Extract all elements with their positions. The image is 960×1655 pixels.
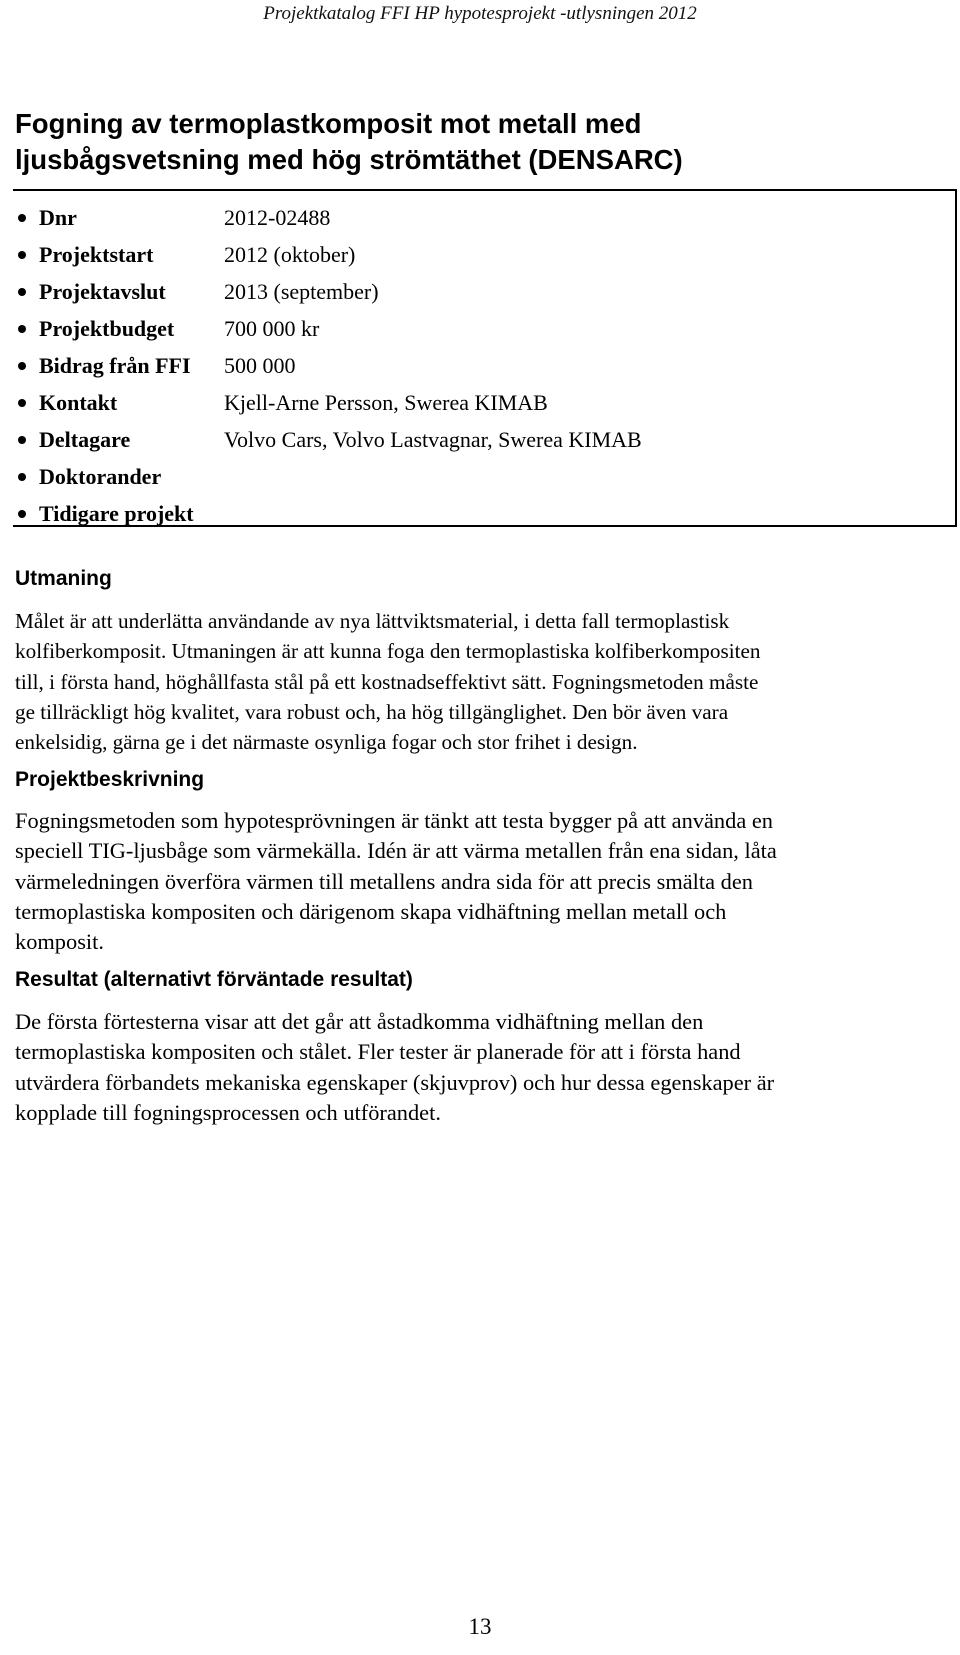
title-line: ljusbågsvetsning med hög strömtäthet (DENSARC): [15, 144, 683, 175]
paragraph-utmaning: [15, 606, 945, 757]
fact-label: Projektbudget: [39, 316, 175, 341]
fact-label: Projektavslut: [39, 279, 166, 304]
text-line: utvärdera förbandets mekaniska egenskaper (skjuvprov) och hur dessa egenskaper är: [15, 1069, 775, 1095]
text-line: speciell TIG-ljusbåge som värmekälla. Idén är att värma metallen från ena sidan, låta: [15, 838, 777, 864]
fact-value: Volvo Cars, Volvo Lastvagnar, Swerea KIMAB: [224, 427, 642, 452]
project-facts-box: [13, 189, 957, 527]
text-line: enkelsidig, gärna ge i det närmaste osynliga fogar och stor frihet i design.: [15, 730, 638, 755]
fact-value: 2012 (oktober): [224, 242, 356, 267]
fact-value: 2013 (september): [224, 279, 379, 304]
text-line: till, i första hand, höghållfasta stål på ett kostnadseffektivt sätt. Fogningsmetoden måste: [15, 669, 759, 694]
bullet-icon: [18, 362, 26, 370]
text-line: kolfiberkomposit. Utmaningen är att kunna foga den termoplastiska kolfiberkompositen: [15, 639, 761, 664]
bullet-icon: [18, 325, 26, 333]
text-line: termoplastiska kompositen och stålet. Fler tester är planerade för att i första hand: [15, 1039, 741, 1065]
document-title: [15, 106, 935, 178]
fact-label: Bidrag från FFI: [39, 353, 191, 378]
fact-label: Deltagare: [39, 427, 131, 452]
text-line: ge tillräckligt hög kvalitet, vara robust och, ha hög tillgänglighet. Den bör även vara: [15, 699, 729, 724]
section-heading-utmaning: Utmaning: [15, 567, 112, 590]
page-number: 13: [468, 1614, 492, 1639]
bullet-icon: [18, 473, 26, 481]
fact-value: 500 000: [224, 353, 296, 378]
bullet-icon: [18, 510, 26, 518]
fact-label: Dnr: [39, 205, 77, 230]
text-line: Målet är att underlätta användande av nya lättviktsmaterial, i detta fall termoplastisk: [15, 609, 730, 633]
bullet-icon: [18, 214, 26, 222]
bullet-icon: [18, 251, 26, 259]
paragraph-projektbeskrivning: [15, 806, 945, 957]
running-header: Projektkatalog FFI HP hypotesprojekt -utlysningen 2012: [263, 3, 697, 24]
fact-label: Projektstart: [39, 242, 154, 267]
fact-value: 700 000 kr: [224, 316, 320, 341]
fact-label: Doktorander: [39, 464, 162, 489]
text-line: värmeledningen överföra värmen till metallens andra sida för att precis smälta den: [15, 868, 753, 894]
text-line: komposit.: [15, 929, 104, 955]
bullet-icon: [18, 436, 26, 444]
fact-value: 2012-02488: [224, 205, 331, 230]
text-line: termoplastiska kompositen och därigenom skapa vidhäftning mellan metall och: [15, 898, 727, 924]
paragraph-resultat: [15, 1007, 945, 1128]
text-line: De första förtesterna visar att det går att åstadkomma vidhäftning mellan den: [15, 1009, 704, 1034]
fact-label: Tidigare projekt: [39, 501, 194, 526]
section-heading-projektbeskrivning: Projektbeskrivning: [15, 768, 205, 791]
title-line: Fogning av termoplastkomposit mot metall med: [15, 108, 642, 139]
text-line: Fogningsmetoden som hypotesprövningen är tänkt att testa bygger på att använda en: [15, 808, 773, 833]
fact-value: Kjell-Arne Persson, Swerea KIMAB: [224, 390, 548, 415]
section-heading-resultat: Resultat (alternativt förväntade resultat): [15, 968, 413, 991]
bullet-icon: [18, 399, 26, 407]
bullet-icon: [18, 288, 26, 296]
fact-label: Kontakt: [39, 390, 118, 415]
text-line: kopplade till fogningsprocessen och utförandet.: [15, 1099, 441, 1125]
